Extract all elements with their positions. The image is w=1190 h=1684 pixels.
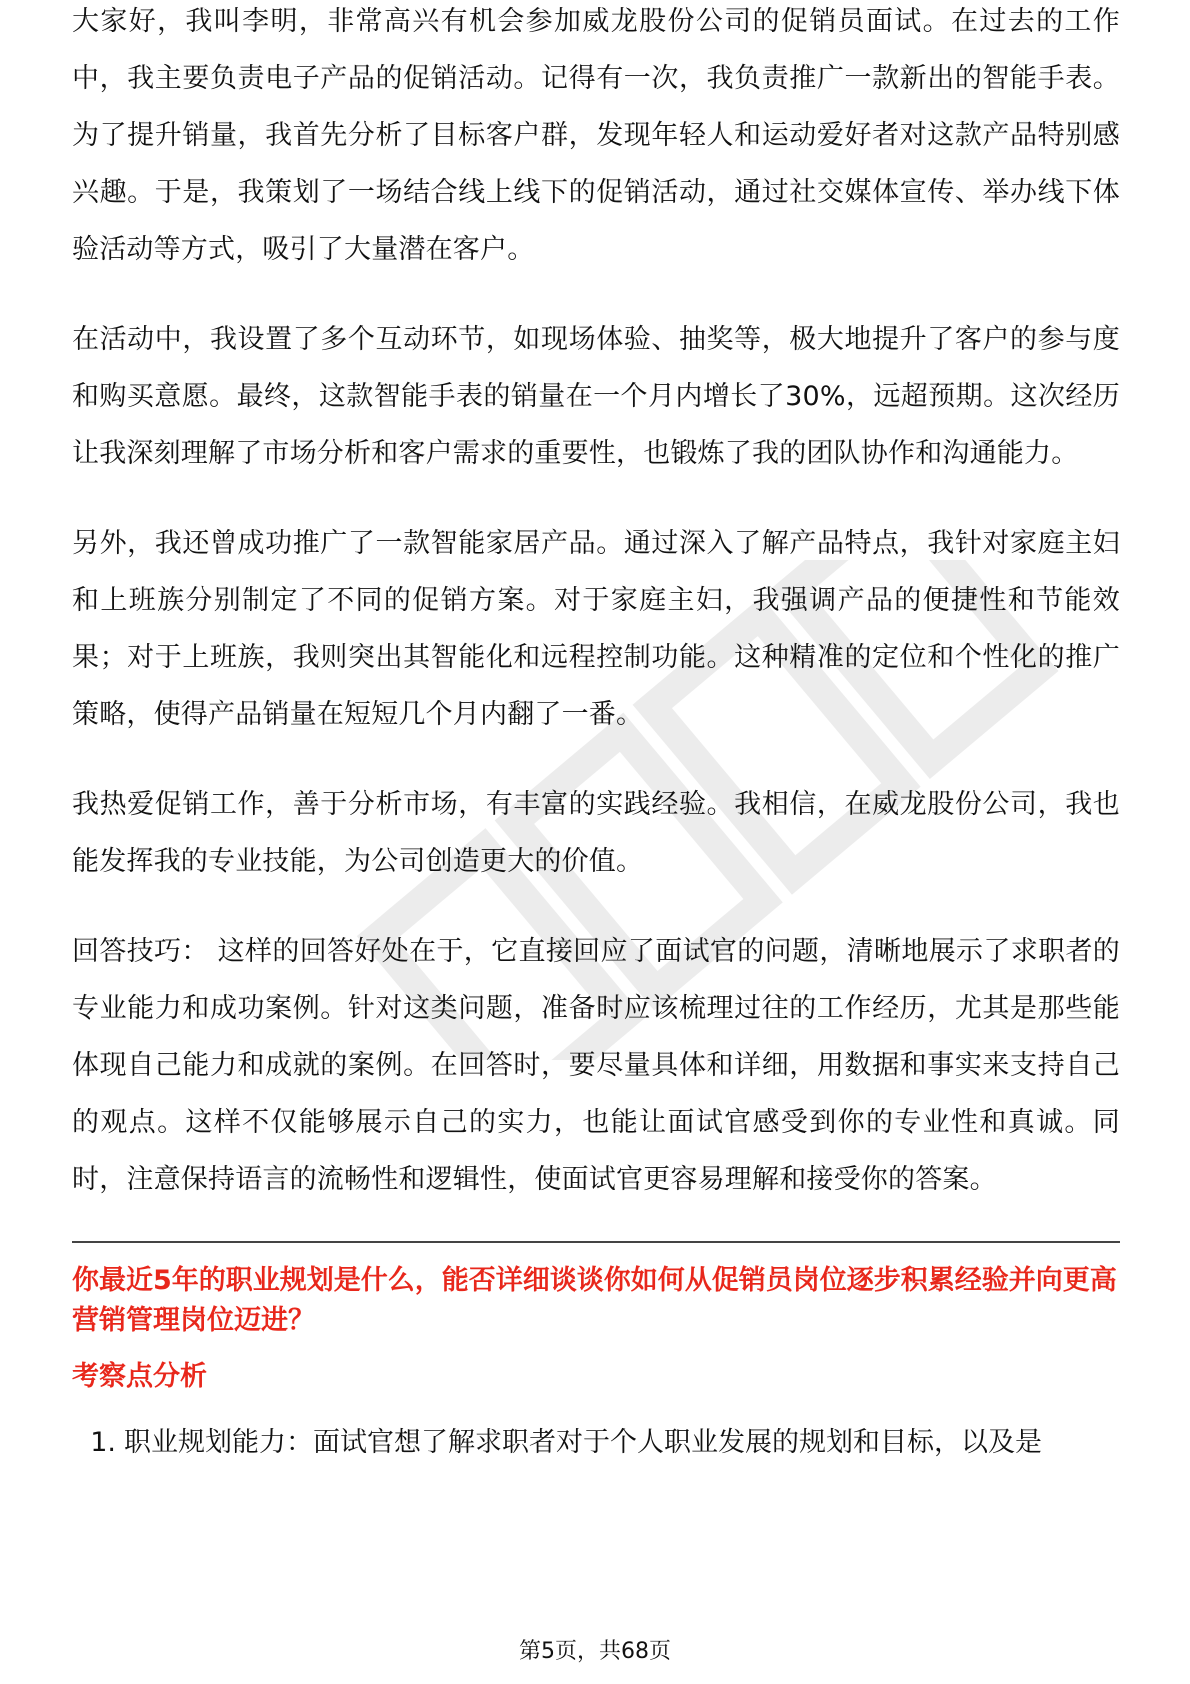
answer-paragraph: 大家好，我叫李明，非常高兴有机会参加威龙股份公司的促销员面试。在过去的工作中，我主要负责电子产品的促销活动。记得有一次，我负责推广一款新出的智能手表。为了提升销量，我首先分析了目标客户群，发现年轻人和运动爱好者对这款产品特别感兴趣。于是，我策划了一场结合线上线下的促销活动，通过社交媒体宣传、举办线下体验活动等方式，吸引了大量潜在客户。 bbox=[72, 6, 1120, 265]
interview-question: 你最近5年的职业规划是什么，能否详细谈谈你如何从促销员岗位逐步积累经验并向更高营销管理岗位迈进？ bbox=[72, 1265, 1117, 1336]
section-divider bbox=[72, 1241, 1120, 1243]
list-item-text: 职业规划能力：面试官想了解求职者对于个人职业发展的规划和目标，以及是 bbox=[124, 1427, 1042, 1458]
section-title: 考察点分析 bbox=[72, 1361, 207, 1392]
main-content bbox=[72, 6, 1120, 1463]
answer-paragraph: 我热爱促销工作，善于分析市场，有丰富的实践经验。我相信，在威龙股份公司，我也能发挥我的专业技能，为公司创造更大的价值。 bbox=[72, 789, 1120, 877]
answer-paragraph: 另外，我还曾成功推广了一款智能家居产品。通过深入了解产品特点，我针对家庭主妇和上班族分别制定了不同的促销方案。对于家庭主妇，我强调产品的便捷性和节能效果；对于上班族，我则突出其智能化和远程控制功能。这种精准的定位和个性化的推广策略，使得产品销量在短短几个月内翻了一番。 bbox=[72, 528, 1120, 730]
page-footer: 第5页，共68页 bbox=[519, 1639, 671, 1664]
answer-tips-paragraph: 回答技巧： 这样的回答好处在于，它直接回应了面试官的问题，清晰地展示了求职者的专业能力和成功案例。针对这类问题，准备时应该梳理过往的工作经历，尤其是那些能体现自己能力和成就的案例。在回答时，要尽量具体和详细，用数据和事实来支持自己的观点。这样不仅能够展示自己的实力，也能让面试官感受到你的专业性和真诚。同时，注意保持语言的流畅性和逻辑性，使面试官更容易理解和接受你的答案。 bbox=[72, 936, 1120, 1195]
list-item bbox=[72, 1423, 1120, 1463]
analysis-list bbox=[72, 1423, 1120, 1463]
answer-paragraph: 在活动中，我设置了多个互动环节，如现场体验、抽奖等，极大地提升了客户的参与度和购买意愿。最终，这款智能手表的销量在一个月内增长了30%，远超预期。这次经历让我深刻理解了市场分析和客户需求的重要性，也锻炼了我的团队协作和沟通能力。 bbox=[72, 324, 1120, 469]
list-item-number: 1. bbox=[90, 1427, 116, 1458]
